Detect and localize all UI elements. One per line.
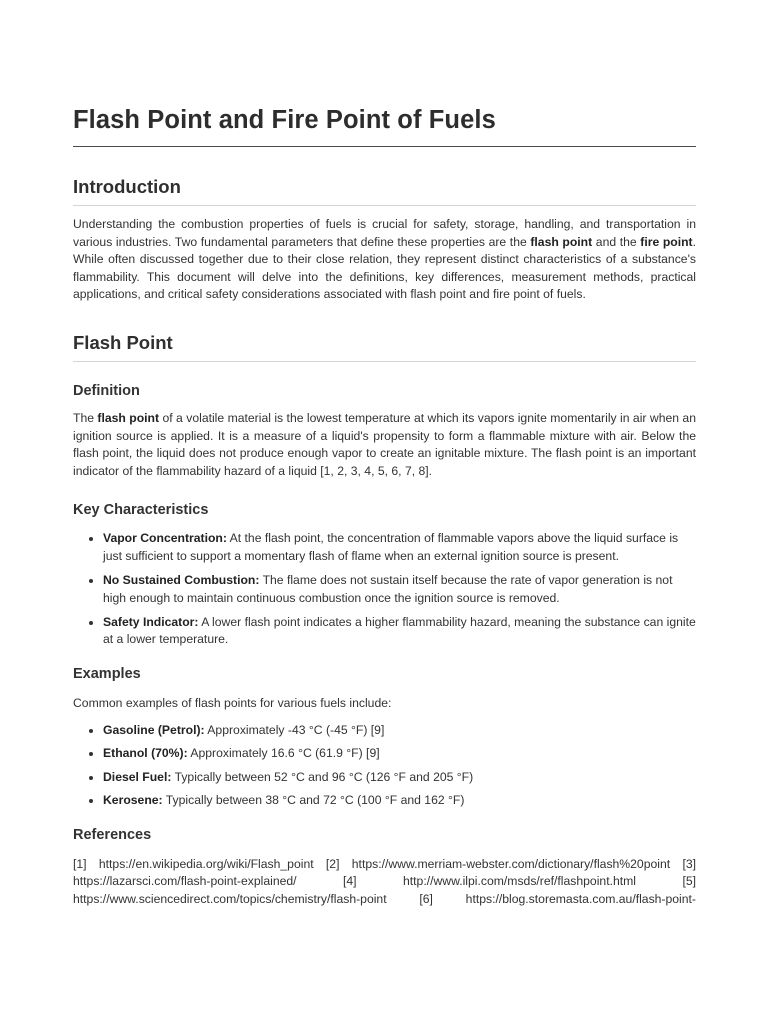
list-item-text: Typically between 38 °C and 72 °C (100 °F and 162 °F) [162, 793, 465, 808]
list-item-text: The flame does not sustain itself because the rate of vapor generation is not high enough to maintain continuous combustion once the ignition source is removed. [103, 573, 673, 605]
list-item-text: Approximately -43 °C (-45 °F) [9] [204, 722, 385, 737]
examples-heading: Examples [73, 665, 141, 682]
list-item [103, 769, 696, 787]
introduction-term-fire-point: fire point [640, 234, 693, 249]
introduction-text-3: . While often discussed together due to their close relation, they represent distinct characteristics of a substance's flammability. This document will delve into the definitions, key differences, measurement methods, practical applications, and critical safety considerations associated with flash point and fire point of fuels. [73, 234, 696, 302]
list-item-label: Ethanol (70%): [103, 746, 188, 761]
key-characteristics-heading: Key Characteristics [73, 502, 209, 519]
list-item-text: Approximately 16.6 °C (61.9 °F) [9] [187, 746, 380, 761]
definition-heading: Definition [73, 382, 140, 399]
list-item-text: A lower flash point indicates a higher flammability hazard, meaning the substance can ignite at a lower temperature. [103, 614, 696, 647]
flash-point-heading: Flash Point [73, 330, 696, 362]
references-list: [1] https://en.wikipedia.org/wiki/Flash_point [2] https://www.merriam-webster.com/dictionary/flash%20point [3] https://lazarsci.com/flash-point-explained/ [4] http://www.ilpi.com/msds/ref/flashpoint.html [5] https://www.sciencedirect.com/topics/chemistry/flash-point [6] https://blog.storemasta.com.au/flash-point- [73, 856, 696, 907]
list-item [103, 614, 696, 649]
list-item [103, 722, 696, 740]
references-heading: References [73, 826, 152, 843]
list-item-label: No Sustained Combustion: [103, 573, 260, 588]
list-item [103, 572, 696, 607]
list-item-label: Vapor Concentration: [103, 531, 227, 546]
introduction-heading: Introduction [73, 174, 696, 206]
introduction-text-1: Understanding the combustion properties of fuels is crucial for safety, storage, handling, and transportation in various industries. Two fundamental parameters that define these properties are the [73, 217, 696, 249]
list-item [103, 745, 696, 763]
definition-text-1: The [73, 410, 98, 425]
list-item-label: Gasoline (Petrol): [103, 722, 205, 737]
definition-text-2: of a volatile material is the lowest temperature at which its vapors ignite momentarily in air when an ignition source is applied. It is a measure of a liquid's propensity to form a flammable mixture with air. Below the flash point, the liquid does not produce enough vapor to create an ignitable mixture. The flash point is an important indicator of the flammability hazard of a liquid [1, 2, 3, 4, 5, 6, 7, 8]. [73, 410, 696, 478]
list-item [103, 530, 696, 565]
introduction-text-2: and the [592, 234, 641, 249]
introduction-paragraph [73, 216, 696, 304]
definition-paragraph [73, 410, 696, 480]
list-item-label: Diesel Fuel: [103, 769, 172, 784]
key-characteristics-list [73, 530, 696, 649]
list-item-label: Safety Indicator: [103, 614, 199, 629]
list-item-text: At the flash point, the concentration of flammable vapors above the liquid surface is just sufficient to support a momentary flash of flame when an external ignition source is present. [103, 531, 679, 563]
examples-intro: Common examples of flash points for various fuels include: [73, 695, 392, 710]
list-item-text: Typically between 52 °C and 96 °C (126 °F and 205 °F) [171, 769, 474, 784]
definition-term: flash point [97, 410, 160, 425]
list-item-label: Kerosene: [103, 793, 163, 808]
introduction-term-flash-point: flash point [530, 234, 593, 249]
examples-list [73, 722, 696, 810]
list-item [103, 792, 696, 810]
document-title: Flash Point and Fire Point of Fuels [73, 0, 696, 147]
